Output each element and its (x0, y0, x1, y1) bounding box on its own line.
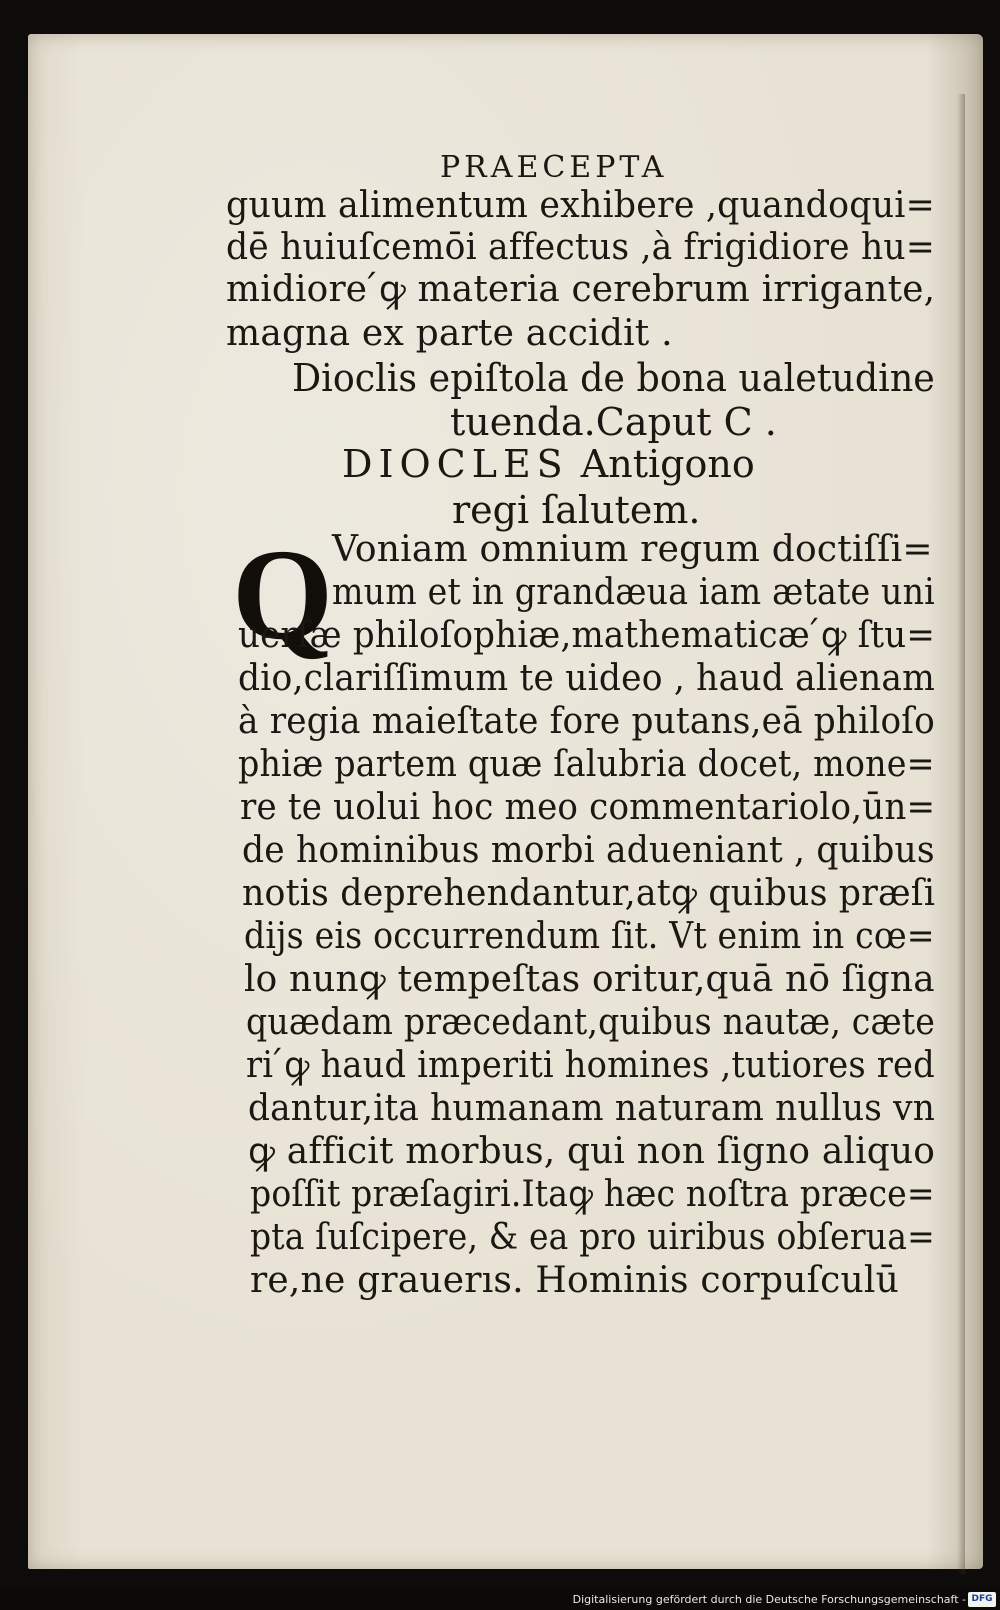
chapter-title: tuenda.Caput C . (450, 400, 777, 444)
body-line: lo nunꝙ tempeſtas oritur,quā nō ſigna (244, 959, 935, 1000)
body-line: dantur,ita humanam naturam nullus vn (248, 1088, 936, 1129)
digitization-credit: Digitalisierung gefördert durch die Deutsche Forschungsgemeinschaft - (572, 1593, 966, 1606)
body-line: quædam præcedant,quibus nautæ, cæte (246, 1002, 936, 1043)
chapter-title: Dioclis epiſtola de bona ualetudine (292, 356, 935, 400)
body-line: ꝙ afficit morbus, qui non ſigno aliquo (248, 1131, 936, 1172)
running-head: PRAECEPTA (440, 150, 668, 185)
continuation-line: midiore ́ꝙ materia cerebrum irrigante, (226, 269, 936, 310)
salutation-name: DIOCLES (342, 442, 569, 486)
footer-bar (0, 1588, 1000, 1610)
decorated-initial: Q (232, 523, 334, 667)
body-line: Voniam omnium regum doctiſſi= (332, 529, 933, 570)
salutation-rest: Antigono (568, 442, 755, 486)
body-line: pta ſuſcipere, & ea pro uiribus obſerua= (250, 1217, 935, 1258)
body-line: phiæ partem quæ ſalubria docet, mone= (238, 744, 935, 785)
body-line: poſſit præſagiri.Itaꝙ hæc noſtra præce= (250, 1174, 935, 1215)
continuation-line: dē huiuſcemōi affectus ,à frigidiore hu= (226, 227, 935, 268)
continuation-line: guum alimentum exhibere ,quandoqui= (226, 185, 935, 226)
continuation-line: magna ex parte accidit . (226, 313, 673, 354)
salutation-line: regi ſalutem. (452, 488, 701, 532)
body-line: à regia maieſtate fore putans,eā philoſo (238, 701, 935, 742)
body-line: notis deprehendantur,atꝙ quibus præſi (242, 873, 936, 914)
body-line: dijs eis occurrendum ſit. Vt enim in cœ= (244, 916, 935, 957)
body-line: de hominibus morbi adueniant , quibus (242, 830, 935, 871)
body-line: mum et in grandæua iam ætate uni (332, 572, 935, 613)
body-line: dio,clariſſimum te uideo , haud alienam (238, 658, 936, 699)
dfg-logo: DFG (968, 1592, 996, 1607)
body-line: re,ne grauerıs. Hominis corpuſculū (250, 1260, 899, 1301)
salutation-line (342, 442, 755, 486)
body-line: uerſæ philoſophiæ,mathematicæ ́ꝙ ſtu= (238, 615, 936, 656)
body-line: ri ́ꝙ haud imperiti homines ,tutiores red (246, 1045, 935, 1086)
body-line: re te uolui hoc meo commentariolo,ūn= (240, 787, 936, 828)
